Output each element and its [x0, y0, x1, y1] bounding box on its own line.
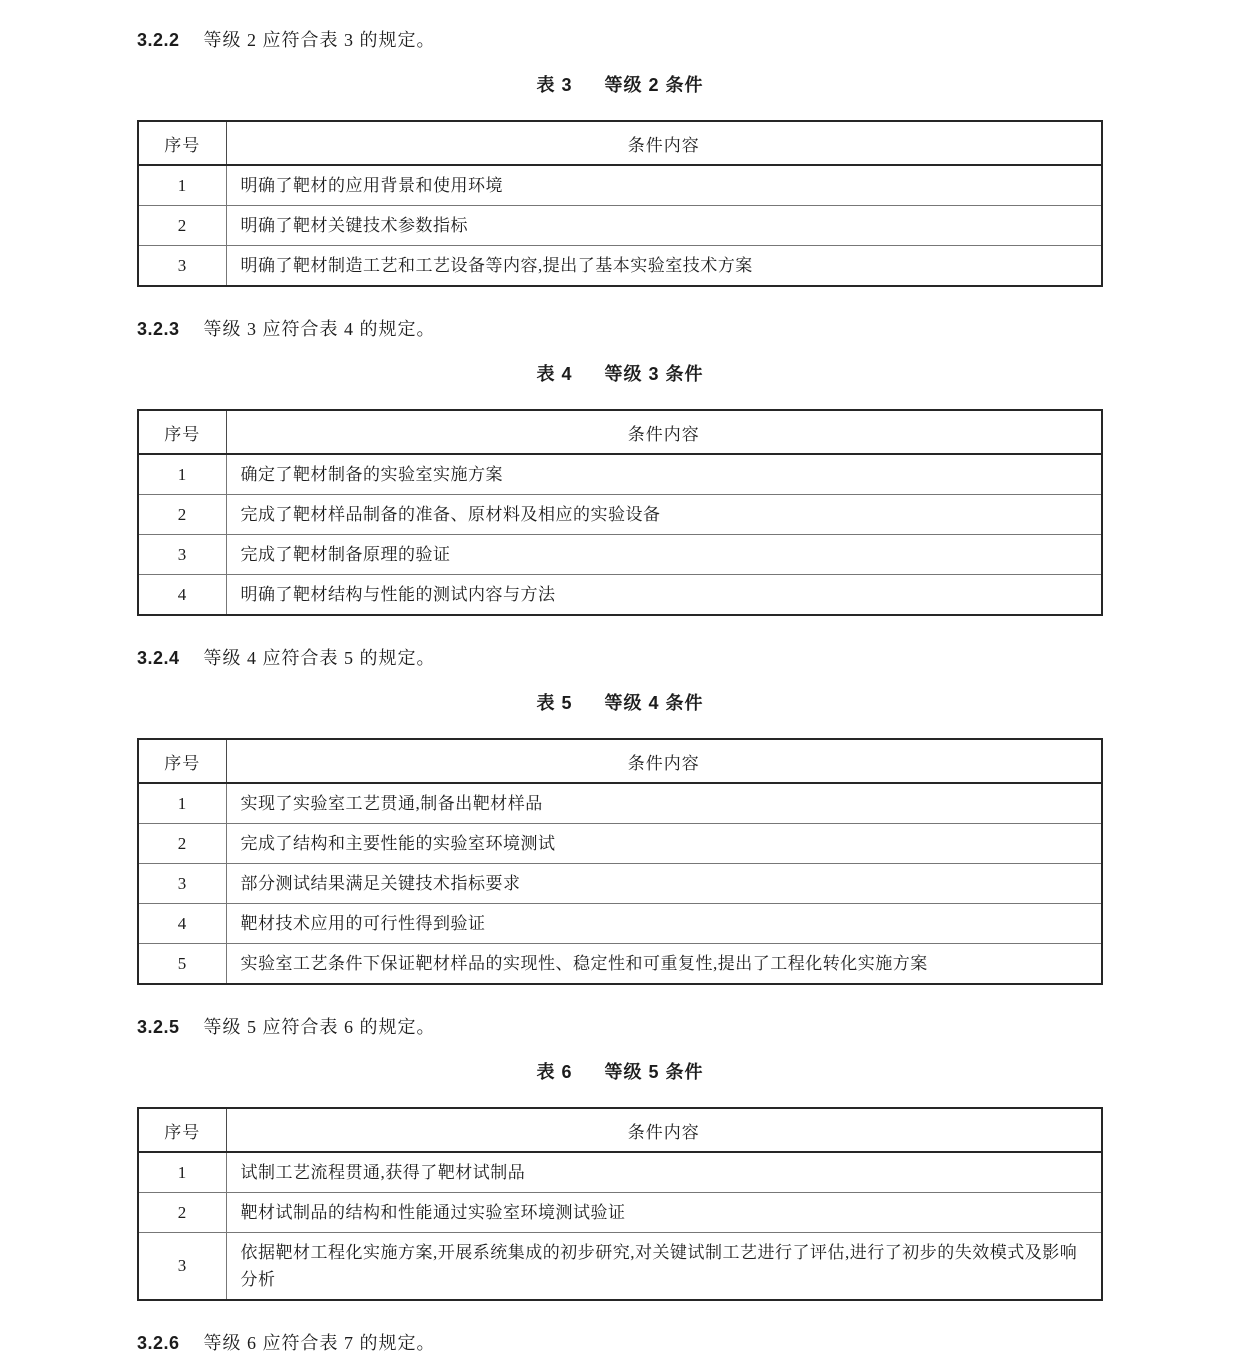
table-row	[138, 783, 1102, 824]
section-heading-3-2-5	[137, 1017, 1103, 1037]
row-number-cell: 4	[138, 575, 226, 616]
table-caption-title: 等级 3 条件	[604, 364, 704, 384]
table-row	[138, 824, 1102, 864]
table-caption-5	[137, 693, 1103, 713]
col-header-no: 序号	[138, 410, 226, 454]
table-row	[138, 454, 1102, 495]
row-content-cell: 依据靶材工程化实施方案,开展系统集成的初步研究,对关键试制工艺进行了评估,进行了初步的失效模式及影响分析	[226, 1233, 1102, 1301]
table-row	[138, 1233, 1102, 1301]
col-header-no: 序号	[138, 1108, 226, 1152]
row-content-cell: 明确了靶材结构与性能的测试内容与方法	[226, 575, 1102, 616]
table-row	[138, 1152, 1102, 1193]
row-number-cell: 2	[138, 824, 226, 864]
section-heading-3-2-2	[137, 30, 1103, 50]
col-header-content: 条件内容	[226, 121, 1102, 165]
row-content-cell: 实现了实验室工艺贯通,制备出靶材样品	[226, 783, 1102, 824]
section-text: 等级 4 应符合表 5 的规定。	[203, 648, 436, 668]
section-number: 3.2.5	[137, 1017, 180, 1037]
table-caption-label: 表 4	[536, 364, 573, 384]
table-row	[138, 944, 1102, 985]
conditions-table-5	[137, 738, 1103, 985]
row-number-cell: 3	[138, 246, 226, 287]
table-row	[138, 246, 1102, 287]
section-heading-3-2-3	[137, 319, 1103, 339]
table-caption-3	[137, 75, 1103, 95]
table-caption-title: 等级 4 条件	[604, 693, 704, 713]
table-caption-4	[137, 364, 1103, 384]
table-header-row	[138, 410, 1102, 454]
table-header-row	[138, 1108, 1102, 1152]
table-caption-label: 表 5	[536, 693, 573, 713]
col-header-no: 序号	[138, 121, 226, 165]
section-text: 等级 2 应符合表 3 的规定。	[203, 30, 436, 50]
section-text: 等级 6 应符合表 7 的规定。	[203, 1333, 436, 1353]
row-content-cell: 完成了靶材制备原理的验证	[226, 535, 1102, 575]
row-number-cell: 1	[138, 165, 226, 206]
row-content-cell: 明确了靶材的应用背景和使用环境	[226, 165, 1102, 206]
conditions-table-3	[137, 120, 1103, 287]
row-content-cell: 试制工艺流程贯通,获得了靶材试制品	[226, 1152, 1102, 1193]
table-row	[138, 165, 1102, 206]
table-caption-6	[137, 1062, 1103, 1082]
conditions-table-4	[137, 409, 1103, 616]
table-caption-title: 等级 5 条件	[604, 1062, 704, 1082]
table-row	[138, 575, 1102, 616]
col-header-no: 序号	[138, 739, 226, 783]
row-number-cell: 5	[138, 944, 226, 985]
row-number-cell: 3	[138, 864, 226, 904]
row-content-cell: 完成了结构和主要性能的实验室环境测试	[226, 824, 1102, 864]
table-caption-title: 等级 2 条件	[604, 75, 704, 95]
table-row	[138, 535, 1102, 575]
row-content-cell: 部分测试结果满足关键技术指标要求	[226, 864, 1102, 904]
table-row	[138, 206, 1102, 246]
col-header-content: 条件内容	[226, 739, 1102, 783]
section-number: 3.2.3	[137, 319, 180, 339]
table-row	[138, 495, 1102, 535]
section-number: 3.2.2	[137, 30, 180, 50]
section-heading-3-2-6	[137, 1333, 1103, 1353]
row-number-cell: 3	[138, 535, 226, 575]
section-text: 等级 5 应符合表 6 的规定。	[203, 1017, 436, 1037]
row-content-cell: 实验室工艺条件下保证靶材样品的实现性、稳定性和可重复性,提出了工程化转化实施方案	[226, 944, 1102, 985]
row-number-cell: 1	[138, 783, 226, 824]
row-content-cell: 确定了靶材制备的实验室实施方案	[226, 454, 1102, 495]
row-content-cell: 明确了靶材关键技术参数指标	[226, 206, 1102, 246]
row-content-cell: 完成了靶材样品制备的准备、原材料及相应的实验设备	[226, 495, 1102, 535]
table-row	[138, 904, 1102, 944]
table-row	[138, 1193, 1102, 1233]
col-header-content: 条件内容	[226, 410, 1102, 454]
row-number-cell: 2	[138, 1193, 226, 1233]
row-number-cell: 1	[138, 1152, 226, 1193]
row-content-cell: 靶材技术应用的可行性得到验证	[226, 904, 1102, 944]
row-number-cell: 2	[138, 495, 226, 535]
row-number-cell: 4	[138, 904, 226, 944]
row-content-cell: 明确了靶材制造工艺和工艺设备等内容,提出了基本实验室技术方案	[226, 246, 1102, 287]
table-caption-label: 表 3	[536, 75, 573, 95]
table-header-row	[138, 739, 1102, 783]
row-number-cell: 2	[138, 206, 226, 246]
section-text: 等级 3 应符合表 4 的规定。	[203, 319, 436, 339]
col-header-content: 条件内容	[226, 1108, 1102, 1152]
row-number-cell: 3	[138, 1233, 226, 1301]
row-number-cell: 1	[138, 454, 226, 495]
row-content-cell: 靶材试制品的结构和性能通过实验室环境测试验证	[226, 1193, 1102, 1233]
table-row	[138, 864, 1102, 904]
section-number: 3.2.4	[137, 648, 180, 668]
section-number: 3.2.6	[137, 1333, 180, 1353]
table-header-row	[138, 121, 1102, 165]
conditions-table-6	[137, 1107, 1103, 1301]
table-caption-label: 表 6	[536, 1062, 573, 1082]
section-heading-3-2-4	[137, 648, 1103, 668]
